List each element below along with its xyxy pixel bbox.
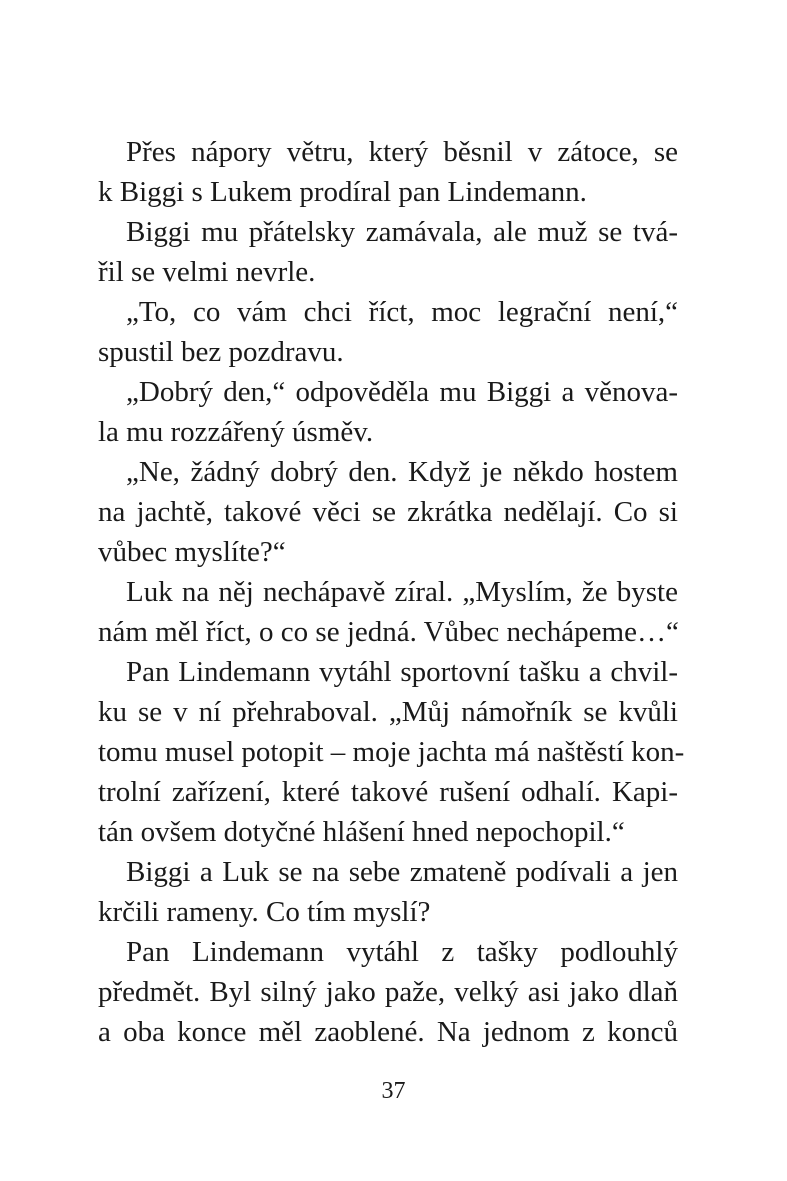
paragraph-9 <box>98 932 678 1052</box>
text-line: ku se v ní přehraboval. „Můj námořník se kvůli <box>98 696 678 728</box>
text-line: la mu rozzářený úsměv. <box>98 416 374 448</box>
text-line: tomu musel potopit – moje jachta má naštěstí kon- <box>98 736 685 768</box>
text-line: trolní zařízení, které takové rušení odhalí. Kapi- <box>98 776 678 808</box>
paragraph-4 <box>98 372 678 452</box>
text-line: tán ovšem dotyčné hlášení hned nepochopil.“ <box>98 816 625 848</box>
paragraph-2 <box>98 212 678 292</box>
text-line: na jachtě, takové věci se zkrátka nedělají. Co si <box>98 496 678 528</box>
text-line: vůbec myslíte?“ <box>98 536 286 568</box>
text-line: Pan Lindemann vytáhl sportovní tašku a chvil- <box>126 656 678 688</box>
paragraph-7 <box>98 652 685 852</box>
text-line: spustil bez pozdravu. <box>98 336 344 368</box>
text-line: předmět. Byl silný jako paže, velký asi jako dlaň <box>98 976 678 1008</box>
text-line: nám měl říct, o co se jedná. Vůbec nechápeme…“ <box>98 616 679 648</box>
paragraph-6 <box>98 572 678 652</box>
text-line: Luk na něj nechápavě zíral. „Myslím, že byste <box>126 576 678 608</box>
text-line: „Dobrý den,“ odpověděla mu Biggi a věnova- <box>126 376 678 408</box>
page-number: 37 <box>381 1078 406 1104</box>
text-line: Přes nápory větru, který běsnil v zátoce, se <box>126 136 678 168</box>
text-line: „Ne, žádný dobrý den. Když je někdo hostem <box>126 456 678 488</box>
text-line: Biggi a Luk se na sebe zmateně podívali a jen <box>126 856 678 888</box>
text-line: k Biggi s Lukem prodíral pan Lindemann. <box>98 176 587 208</box>
paragraph-3 <box>98 292 678 372</box>
text-line: krčili rameny. Co tím myslí? <box>98 896 431 928</box>
text-line: Biggi mu přátelsky zamávala, ale muž se tvá- <box>126 216 678 248</box>
paragraph-8 <box>98 852 678 932</box>
text-line: Pan Lindemann vytáhl z tašky podlouhlý <box>126 936 678 968</box>
paragraph-5 <box>98 452 678 572</box>
text-line: řil se velmi nevrle. <box>98 256 316 288</box>
body-text <box>98 132 685 1052</box>
paragraph-1 <box>98 132 678 212</box>
text-line: a oba konce měl zaoblené. Na jednom z konců <box>98 1016 678 1048</box>
text-line: „To, co vám chci říct, moc legrační není,“ <box>126 296 678 328</box>
